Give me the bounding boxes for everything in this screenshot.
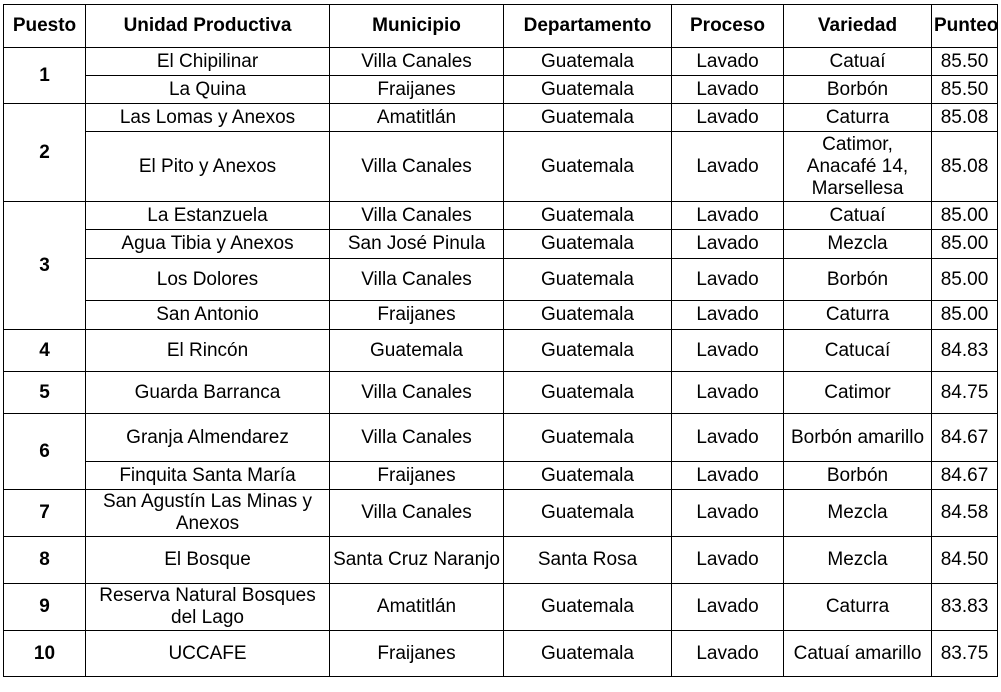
proceso-cell: Lavado xyxy=(672,104,784,132)
puesto-cell: 8 xyxy=(4,537,86,584)
unidad-productiva-cell: El Rincón xyxy=(86,330,330,372)
municipio-cell: Amatitlán xyxy=(330,584,504,631)
proceso-cell: Lavado xyxy=(672,490,784,537)
departamento-cell: Guatemala xyxy=(504,202,672,230)
variedad-cell: Caturra xyxy=(784,584,932,631)
departamento-cell: Guatemala xyxy=(504,490,672,537)
proceso-cell: Lavado xyxy=(672,202,784,230)
unidad-productiva-cell: Guarda Barranca xyxy=(86,372,330,414)
municipio-cell: Villa Canales xyxy=(330,259,504,301)
punteo-cell: 85.00 xyxy=(932,202,998,230)
municipio-cell: Guatemala xyxy=(330,330,504,372)
puesto-cell: 1 xyxy=(4,48,86,104)
proceso-cell: Lavado xyxy=(672,330,784,372)
departamento-cell: Guatemala xyxy=(504,76,672,104)
unidad-productiva-cell: Finquita Santa María xyxy=(86,462,330,490)
variedad-cell: Borbón xyxy=(784,76,932,104)
table-row xyxy=(4,372,998,414)
punteo-cell: 84.83 xyxy=(932,330,998,372)
municipio-cell: Fraijanes xyxy=(330,301,504,330)
unidad-productiva-cell: El Pito y Anexos xyxy=(86,132,330,202)
punteo-cell: 85.50 xyxy=(932,76,998,104)
municipio-cell: Villa Canales xyxy=(330,202,504,230)
unidad-productiva-cell: Los Dolores xyxy=(86,259,330,301)
header-municipio: Municipio xyxy=(330,5,504,48)
ranking-table xyxy=(3,4,998,677)
variedad-cell: Borbón xyxy=(784,259,932,301)
municipio-cell: Villa Canales xyxy=(330,48,504,76)
proceso-cell: Lavado xyxy=(672,76,784,104)
proceso-cell: Lavado xyxy=(672,372,784,414)
table-row xyxy=(4,462,998,490)
puesto-cell: 4 xyxy=(4,330,86,372)
table-row xyxy=(4,132,998,202)
unidad-productiva-cell: El Chipilinar xyxy=(86,48,330,76)
table-row xyxy=(4,414,998,462)
table-row xyxy=(4,330,998,372)
proceso-cell: Lavado xyxy=(672,631,784,677)
punteo-cell: 83.75 xyxy=(932,631,998,677)
variedad-cell: Borbón amarillo xyxy=(784,414,932,462)
departamento-cell: Guatemala xyxy=(504,104,672,132)
variedad-cell: Catimor xyxy=(784,372,932,414)
unidad-productiva-cell: La Quina xyxy=(86,76,330,104)
proceso-cell: Lavado xyxy=(672,301,784,330)
punteo-cell: 85.08 xyxy=(932,104,998,132)
header-row xyxy=(4,5,998,48)
header-puesto: Puesto xyxy=(4,5,86,48)
variedad-cell: Catimor, Anacafé 14, Marsellesa xyxy=(784,132,932,202)
unidad-productiva-cell: Granja Almendarez xyxy=(86,414,330,462)
header-unidad-productiva: Unidad Productiva xyxy=(86,5,330,48)
proceso-cell: Lavado xyxy=(672,414,784,462)
proceso-cell: Lavado xyxy=(672,230,784,259)
puesto-cell: 6 xyxy=(4,414,86,490)
variedad-cell: Catucaí xyxy=(784,330,932,372)
puesto-cell: 3 xyxy=(4,202,86,330)
proceso-cell: Lavado xyxy=(672,132,784,202)
punteo-cell: 85.00 xyxy=(932,230,998,259)
punteo-cell: 84.75 xyxy=(932,372,998,414)
departamento-cell: Guatemala xyxy=(504,631,672,677)
departamento-cell: Guatemala xyxy=(504,372,672,414)
variedad-cell: Caturra xyxy=(784,104,932,132)
variedad-cell: Caturra xyxy=(784,301,932,330)
municipio-cell: Amatitlán xyxy=(330,104,504,132)
header-proceso: Proceso xyxy=(672,5,784,48)
table-body xyxy=(4,48,998,677)
table-row xyxy=(4,76,998,104)
table-row xyxy=(4,490,998,537)
unidad-productiva-cell: Agua Tibia y Anexos xyxy=(86,230,330,259)
proceso-cell: Lavado xyxy=(672,259,784,301)
table-row xyxy=(4,104,998,132)
unidad-productiva-cell: Las Lomas y Anexos xyxy=(86,104,330,132)
header-punteo: Punteo xyxy=(932,5,998,48)
table-row xyxy=(4,259,998,301)
unidad-productiva-cell: San Antonio xyxy=(86,301,330,330)
departamento-cell: Guatemala xyxy=(504,462,672,490)
puesto-cell: 5 xyxy=(4,372,86,414)
puesto-cell: 9 xyxy=(4,584,86,631)
departamento-cell: Guatemala xyxy=(504,301,672,330)
table-row xyxy=(4,631,998,677)
municipio-cell: Villa Canales xyxy=(330,414,504,462)
municipio-cell: Villa Canales xyxy=(330,132,504,202)
table-row xyxy=(4,230,998,259)
punteo-cell: 85.00 xyxy=(932,301,998,330)
header-departamento: Departamento xyxy=(504,5,672,48)
puesto-cell: 7 xyxy=(4,490,86,537)
table-row xyxy=(4,537,998,584)
proceso-cell: Lavado xyxy=(672,462,784,490)
municipio-cell: Fraijanes xyxy=(330,76,504,104)
punteo-cell: 84.67 xyxy=(932,462,998,490)
punteo-cell: 85.08 xyxy=(932,132,998,202)
proceso-cell: Lavado xyxy=(672,584,784,631)
municipio-cell: Santa Cruz Naranjo xyxy=(330,537,504,584)
table-row xyxy=(4,301,998,330)
proceso-cell: Lavado xyxy=(672,48,784,76)
header-variedad: Variedad xyxy=(784,5,932,48)
puesto-cell: 2 xyxy=(4,104,86,202)
municipio-cell: Fraijanes xyxy=(330,631,504,677)
departamento-cell: Guatemala xyxy=(504,48,672,76)
variedad-cell: Catuaí xyxy=(784,48,932,76)
unidad-productiva-cell: El Bosque xyxy=(86,537,330,584)
departamento-cell: Guatemala xyxy=(504,330,672,372)
unidad-productiva-cell: Reserva Natural Bosques del Lago xyxy=(86,584,330,631)
variedad-cell: Catuaí amarillo xyxy=(784,631,932,677)
municipio-cell: Villa Canales xyxy=(330,490,504,537)
punteo-cell: 84.58 xyxy=(932,490,998,537)
puesto-cell: 10 xyxy=(4,631,86,677)
departamento-cell: Guatemala xyxy=(504,230,672,259)
departamento-cell: Guatemala xyxy=(504,414,672,462)
proceso-cell: Lavado xyxy=(672,537,784,584)
unidad-productiva-cell: San Agustín Las Minas y Anexos xyxy=(86,490,330,537)
unidad-productiva-cell: La Estanzuela xyxy=(86,202,330,230)
variedad-cell: Mezcla xyxy=(784,490,932,537)
municipio-cell: Villa Canales xyxy=(330,372,504,414)
variedad-cell: Mezcla xyxy=(784,537,932,584)
municipio-cell: Fraijanes xyxy=(330,462,504,490)
table-row xyxy=(4,202,998,230)
punteo-cell: 84.67 xyxy=(932,414,998,462)
departamento-cell: Santa Rosa xyxy=(504,537,672,584)
variedad-cell: Catuaí xyxy=(784,202,932,230)
punteo-cell: 85.00 xyxy=(932,259,998,301)
departamento-cell: Guatemala xyxy=(504,132,672,202)
variedad-cell: Mezcla xyxy=(784,230,932,259)
punteo-cell: 85.50 xyxy=(932,48,998,76)
punteo-cell: 83.83 xyxy=(932,584,998,631)
variedad-cell: Borbón xyxy=(784,462,932,490)
departamento-cell: Guatemala xyxy=(504,259,672,301)
table-row xyxy=(4,48,998,76)
departamento-cell: Guatemala xyxy=(504,584,672,631)
unidad-productiva-cell: UCCAFE xyxy=(86,631,330,677)
punteo-cell: 84.50 xyxy=(932,537,998,584)
table-row xyxy=(4,584,998,631)
municipio-cell: San José Pinula xyxy=(330,230,504,259)
